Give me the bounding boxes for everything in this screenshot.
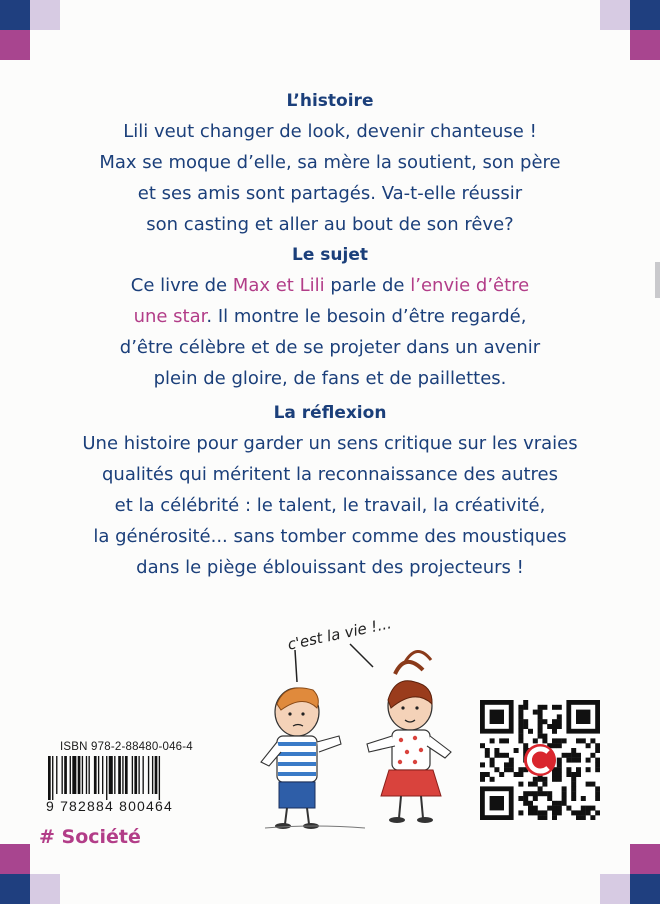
barcode-bar <box>98 756 99 794</box>
qr-module <box>576 772 581 777</box>
qr-module <box>514 748 519 753</box>
qr-module <box>576 810 581 815</box>
qr-module <box>523 743 528 748</box>
qr-module <box>571 758 576 763</box>
qr-module <box>523 719 528 724</box>
qr-module <box>528 801 533 806</box>
qr-module <box>557 801 562 806</box>
qr-module <box>571 777 576 782</box>
qr-module <box>557 767 562 772</box>
barcode-bar <box>94 756 97 794</box>
qr-module <box>557 705 562 710</box>
qr-module <box>581 810 586 815</box>
section-heading: La réflexion <box>273 403 387 423</box>
qr-module <box>595 748 600 753</box>
qr-module <box>557 806 562 811</box>
qr-module <box>566 758 571 763</box>
qr-module <box>581 815 586 820</box>
barcode-bar <box>122 756 123 794</box>
qr-module <box>518 772 523 777</box>
qr-module <box>528 791 533 796</box>
speech-text: c'est la vie !... <box>285 614 393 654</box>
qr-module <box>552 777 557 782</box>
qr-module <box>542 738 547 743</box>
qr-module <box>566 806 571 811</box>
qr-module <box>480 762 485 767</box>
qr-module <box>494 767 499 772</box>
isbn-label: ISBN 978-2-88480-046-4 <box>60 741 193 753</box>
qr-module <box>571 753 576 758</box>
qr-module <box>590 806 595 811</box>
qr-module <box>523 724 528 729</box>
qr-module <box>518 714 523 719</box>
text-fragment: . Il montre le besoin d’être regardé, <box>206 306 527 327</box>
barcode-bar <box>106 756 107 800</box>
qr-module <box>518 719 523 724</box>
qr-module <box>586 810 591 815</box>
qr-module <box>586 758 591 763</box>
text-line <box>0 301 660 332</box>
highlight-max-et-lili: Max et Lili <box>232 275 325 296</box>
highlight-envie: l’envie d’être <box>410 275 530 296</box>
qr-module <box>485 772 490 777</box>
qr-module <box>552 724 557 729</box>
qr-module <box>494 748 499 753</box>
qr-module <box>571 782 576 787</box>
qr-module <box>557 719 562 724</box>
qr-module <box>586 806 591 811</box>
qr-finder <box>490 796 504 810</box>
qr-module <box>581 796 586 801</box>
qr-module <box>518 738 523 743</box>
qr-module <box>509 767 514 772</box>
barcode-bar <box>52 756 53 800</box>
qr-module <box>518 734 523 739</box>
qr-module <box>566 772 571 777</box>
highlight-star: une star <box>133 306 207 327</box>
text-fragment: Ce livre de <box>130 275 233 296</box>
qr-module <box>538 786 543 791</box>
qr-module <box>538 777 543 782</box>
corner-decoration-bottom-left <box>0 844 60 904</box>
qr-module <box>523 705 528 710</box>
qr-module <box>552 806 557 811</box>
barcode-bar <box>48 756 51 800</box>
qr-module <box>576 758 581 763</box>
qr-module <box>557 743 562 748</box>
qr-module <box>595 786 600 791</box>
qr-module <box>533 810 538 815</box>
text-line: et la célébrité : le talent, le travail, la créativité, <box>114 495 546 516</box>
text-line: son casting et aller au bout de son rêve? <box>146 214 514 235</box>
text-line: qualités qui méritent la reconnaissance des autres <box>101 464 558 485</box>
qr-module <box>590 815 595 820</box>
qr-module <box>528 782 533 787</box>
qr-module <box>523 791 528 796</box>
qr-module <box>523 801 528 806</box>
barcode-bar <box>118 756 121 794</box>
qr-module <box>576 767 581 772</box>
qr-module <box>586 782 591 787</box>
barcode-bar <box>152 756 153 794</box>
qr-module <box>595 810 600 815</box>
qr-module <box>504 738 509 743</box>
qr-module <box>538 810 543 815</box>
text-line <box>0 270 660 301</box>
qr-module <box>552 743 557 748</box>
qr-module <box>557 762 562 767</box>
qr-module <box>576 753 581 758</box>
qr-module <box>518 710 523 715</box>
qr-module <box>538 815 543 820</box>
qr-module <box>518 724 523 729</box>
barcode-bar <box>70 756 71 794</box>
barcode-bar <box>109 756 113 794</box>
qr-module <box>542 815 547 820</box>
qr-module <box>509 762 514 767</box>
barcode-bar <box>86 756 87 794</box>
qr-module <box>542 705 547 710</box>
qr-module <box>538 714 543 719</box>
qr-module <box>552 719 557 724</box>
qr-module <box>480 777 485 782</box>
barcode-bar <box>138 756 139 794</box>
corner-decoration-top-left <box>0 0 60 60</box>
qr-module <box>576 738 581 743</box>
qr-module <box>485 748 490 753</box>
qr-module <box>595 767 600 772</box>
barcode-bar <box>125 756 128 794</box>
qr-module <box>571 796 576 801</box>
qr-module <box>533 738 538 743</box>
qr-module <box>490 738 495 743</box>
qr-module <box>514 772 519 777</box>
section-sujet <box>0 240 660 394</box>
qr-module <box>557 738 562 743</box>
text-line: la générosité... sans tomber comme des moustiques <box>93 526 567 547</box>
text-line: dans le piège éblouissant des projecteurs ! <box>136 557 524 578</box>
qr-module <box>528 810 533 815</box>
qr-module <box>571 772 576 777</box>
barcode-bar <box>89 756 90 794</box>
text-fragment: parle de <box>324 275 411 296</box>
barcode-bar <box>143 756 144 794</box>
qr-module <box>566 753 571 758</box>
qr-module <box>499 753 504 758</box>
qr-module <box>542 810 547 815</box>
qr-module <box>590 753 595 758</box>
qr-module <box>542 719 547 724</box>
qr-module <box>557 777 562 782</box>
barcode-digits: 9 782884 800464 <box>46 798 173 814</box>
qr-module <box>547 724 552 729</box>
qr-module <box>595 791 600 796</box>
barcode-bar <box>148 756 149 794</box>
qr-module <box>499 772 504 777</box>
barcode-bar <box>56 756 57 794</box>
qr-module <box>576 815 581 820</box>
qr-module <box>538 710 543 715</box>
qr-module <box>581 738 586 743</box>
qr-module <box>528 729 533 734</box>
corner-decoration-top-right <box>600 0 660 60</box>
qr-module <box>485 753 490 758</box>
qr-module <box>557 810 562 815</box>
qr-module <box>552 729 557 734</box>
barcode-bar <box>102 756 103 794</box>
barcode-bar <box>114 756 115 794</box>
qr-module <box>538 791 543 796</box>
barcode-bar <box>78 756 81 794</box>
qr-module <box>528 806 533 811</box>
qr-module <box>562 738 567 743</box>
qr-code <box>480 700 600 820</box>
qr-module <box>566 767 571 772</box>
qr-module <box>538 729 543 734</box>
qr-module <box>504 762 509 767</box>
qr-finder <box>490 710 504 724</box>
qr-module <box>518 782 523 787</box>
max-et-lili-illustration <box>255 612 465 832</box>
qr-module <box>571 791 576 796</box>
qr-module <box>523 796 528 801</box>
qr-module <box>552 801 557 806</box>
qr-module <box>480 743 485 748</box>
qr-module <box>490 758 495 763</box>
qr-module <box>518 796 523 801</box>
qr-module <box>490 777 495 782</box>
qr-finder <box>576 710 590 724</box>
qr-module <box>552 772 557 777</box>
qr-module <box>581 806 586 811</box>
qr-module <box>557 758 562 763</box>
qr-module <box>595 762 600 767</box>
text-line: d’être célèbre et de se projeter dans un avenir <box>119 337 541 358</box>
category-tag: # Société <box>39 826 141 848</box>
qr-module <box>533 777 538 782</box>
qr-module <box>499 738 504 743</box>
section-heading: Le sujet <box>292 245 368 265</box>
qr-module <box>547 791 552 796</box>
qr-module <box>518 810 523 815</box>
qr-module <box>571 786 576 791</box>
section-heading: L’histoire <box>286 91 374 111</box>
qr-module <box>538 719 543 724</box>
qr-module <box>533 782 538 787</box>
qr-module <box>571 748 576 753</box>
qr-module <box>557 772 562 777</box>
qr-module <box>571 810 576 815</box>
qr-module <box>490 762 495 767</box>
qr-module <box>523 700 528 705</box>
qr-module <box>562 786 567 791</box>
qr-module <box>480 772 485 777</box>
barcode-bar <box>72 756 76 794</box>
qr-module <box>509 758 514 763</box>
qr-module <box>562 796 567 801</box>
qr-module <box>533 791 538 796</box>
qr-module <box>590 738 595 743</box>
qr-module <box>547 796 552 801</box>
barcode-bar <box>134 756 137 794</box>
qr-module <box>552 738 557 743</box>
qr-module <box>562 753 567 758</box>
section-histoire <box>0 86 660 240</box>
qr-module <box>547 806 552 811</box>
qr-module <box>533 710 538 715</box>
barcode-bar <box>82 756 83 794</box>
qr-module <box>538 734 543 739</box>
qr-module <box>590 782 595 787</box>
text-line: et ses amis sont partagés. Va-t-elle réussir <box>137 183 523 204</box>
lili-figure <box>367 651 451 823</box>
qr-module <box>595 743 600 748</box>
qr-module <box>518 767 523 772</box>
qr-module <box>557 724 562 729</box>
qr-module <box>518 705 523 710</box>
qr-module <box>542 791 547 796</box>
qr-module <box>562 801 567 806</box>
barcode-bar <box>155 756 158 794</box>
corner-decoration-bottom-right <box>600 844 660 904</box>
qr-module <box>552 815 557 820</box>
barcode-bar <box>159 756 160 800</box>
barcode-bar <box>132 756 133 794</box>
qr-module <box>542 734 547 739</box>
qr-module <box>494 753 499 758</box>
max-figure <box>261 688 341 829</box>
barcode <box>46 756 211 800</box>
qr-module <box>504 753 509 758</box>
qr-module <box>504 767 509 772</box>
barcode-bar <box>62 756 63 794</box>
text-line: Lili veut changer de look, devenir chanteuse ! <box>123 121 537 142</box>
qr-module <box>533 806 538 811</box>
qr-module <box>518 729 523 734</box>
qr-module <box>538 705 543 710</box>
qr-module <box>562 791 567 796</box>
qr-module <box>552 810 557 815</box>
text-line: Une histoire pour garder un sens critique sur les vraies <box>82 433 578 454</box>
section-reflexion <box>0 398 660 583</box>
qr-module <box>542 777 547 782</box>
qr-module <box>595 796 600 801</box>
qr-module <box>533 796 538 801</box>
text-line: plein de gloire, de fans et de paillettes. <box>153 368 507 389</box>
qr-module <box>542 782 547 787</box>
qr-module <box>586 743 591 748</box>
qr-module <box>595 758 600 763</box>
barcode-bar <box>64 756 67 794</box>
qr-module <box>586 767 591 772</box>
qr-module <box>538 724 543 729</box>
qr-module <box>552 705 557 710</box>
text-line: Max se moque d’elle, sa mère la soutient, son père <box>99 152 561 173</box>
qr-module <box>557 714 562 719</box>
